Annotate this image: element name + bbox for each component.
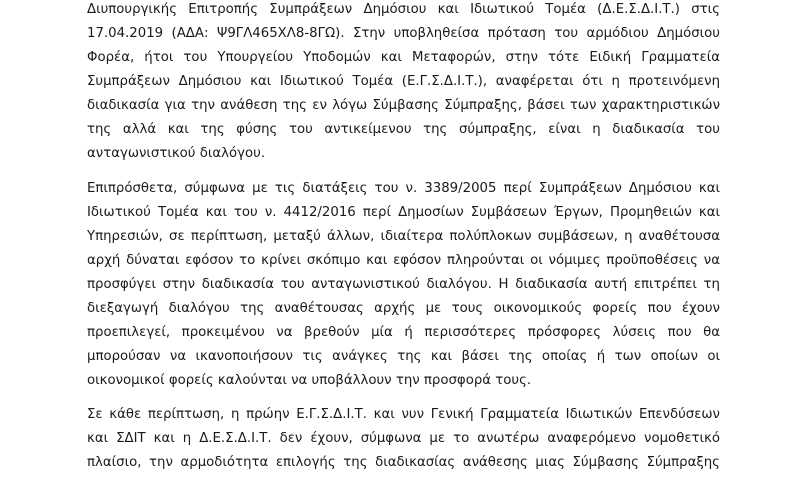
text-line: Διυπουργικής Επιτροπής Συμπράξεων Δημόσιου και Ιδιωτικού Τομέα (Δ.Ε.Σ.Δ.Ι.Τ.) στις — [87, 2, 720, 17]
text-line: προεπιλεγεί, προκειμένου να βρεθούν μία ή περισσότερες πρόσφορες λύσεις που θα — [87, 325, 720, 340]
paragraph-2 — [87, 177, 720, 393]
text-line: Συμπράξεων Δημόσιου και Ιδιωτικού Τομέα (Ε.Γ.Σ.Δ.Ι.Τ.), αναφέρεται ότι η προτεινόμενη — [87, 74, 720, 89]
text-line: οικονομικοί φορείς καλούνται να υποβάλλουν την προσφορά τους. — [87, 373, 532, 388]
text-line: Σε κάθε περίπτωση, η πρώην Ε.Γ.Σ.Δ.Ι.Τ. και νυν Γενική Γραμματεία Ιδιωτικών Επενδύσεων — [87, 407, 720, 422]
text-line: διαδικασία για την ανάθεση της εν λόγω Σύμβασης Σύμπραξης, βάσει των χαρακτηριστικών — [87, 98, 720, 113]
text-line: 17.04.2019 (ΑΔΑ: Ψ9ΓΛ465ΧΛ8-8ΓΩ). Στην υποβληθείσα πρόταση του αρμόδιου Δημόσιου — [87, 26, 720, 41]
text-line: Φορέα, ήτοι του Υπουργείου Υποδομών και Μεταφορών, στην τότε Ειδική Γραμματεία — [87, 50, 720, 65]
text-line: Ιδιωτικού Τομέα και του ν. 4412/2016 περί Δημοσίων Συμβάσεων Έργων, Προμηθειών και — [87, 205, 720, 220]
text-line: ανταγωνιστικού διαλόγου. — [87, 146, 266, 161]
text-line: και ΣΔΙΤ και η Δ.Ε.Σ.Δ.Ι.Τ. δεν έχουν, σύμφωνα με το ανωτέρω αναφερόμενο νομοθετικό — [87, 431, 720, 446]
text-line: διεξαγωγή διαλόγου της αναθέτουσας αρχής με τους οικονομικούς φορείς που έχουν — [87, 301, 720, 316]
text-line: πλαίσιο, την αρμοδιότητα επιλογής της διαδικασίας ανάθεσης μιας Σύμβασης Σύμπραξης — [87, 455, 720, 470]
paragraph-1 — [87, 0, 720, 166]
text-line: προσφύγει στην διαδικασία του ανταγωνιστικού διαλόγου. Η διαδικασία αυτή επιτρέπει τη — [87, 277, 720, 292]
text-line: της αλλά και της φύσης του αντικείμενου της σύμπραξης, είναι η διαδικασία του — [87, 122, 720, 137]
text-line: Υπηρεσιών, σε περίπτωση, μεταξύ άλλων, ιδιαίτερα πολύπλοκων συμβάσεων, η αναθέτουσα — [87, 229, 720, 244]
text-line: αρχή δύναται εφόσον το κρίνει σκόπιμο και εφόσον πληρούνται οι νόμιμες προϋποθέσεις να — [87, 253, 720, 268]
text-line: μπορούσαν να ικανοποιήσουν τις ανάγκες της και βάσει της οποίας ή των οποίων οι — [87, 349, 720, 364]
paragraph-3 — [87, 403, 720, 475]
text-line: Επιπρόσθετα, σύμφωνα με τις διατάξεις του ν. 3389/2005 περί Συμπράξεων Δημόσιου και — [87, 181, 720, 196]
